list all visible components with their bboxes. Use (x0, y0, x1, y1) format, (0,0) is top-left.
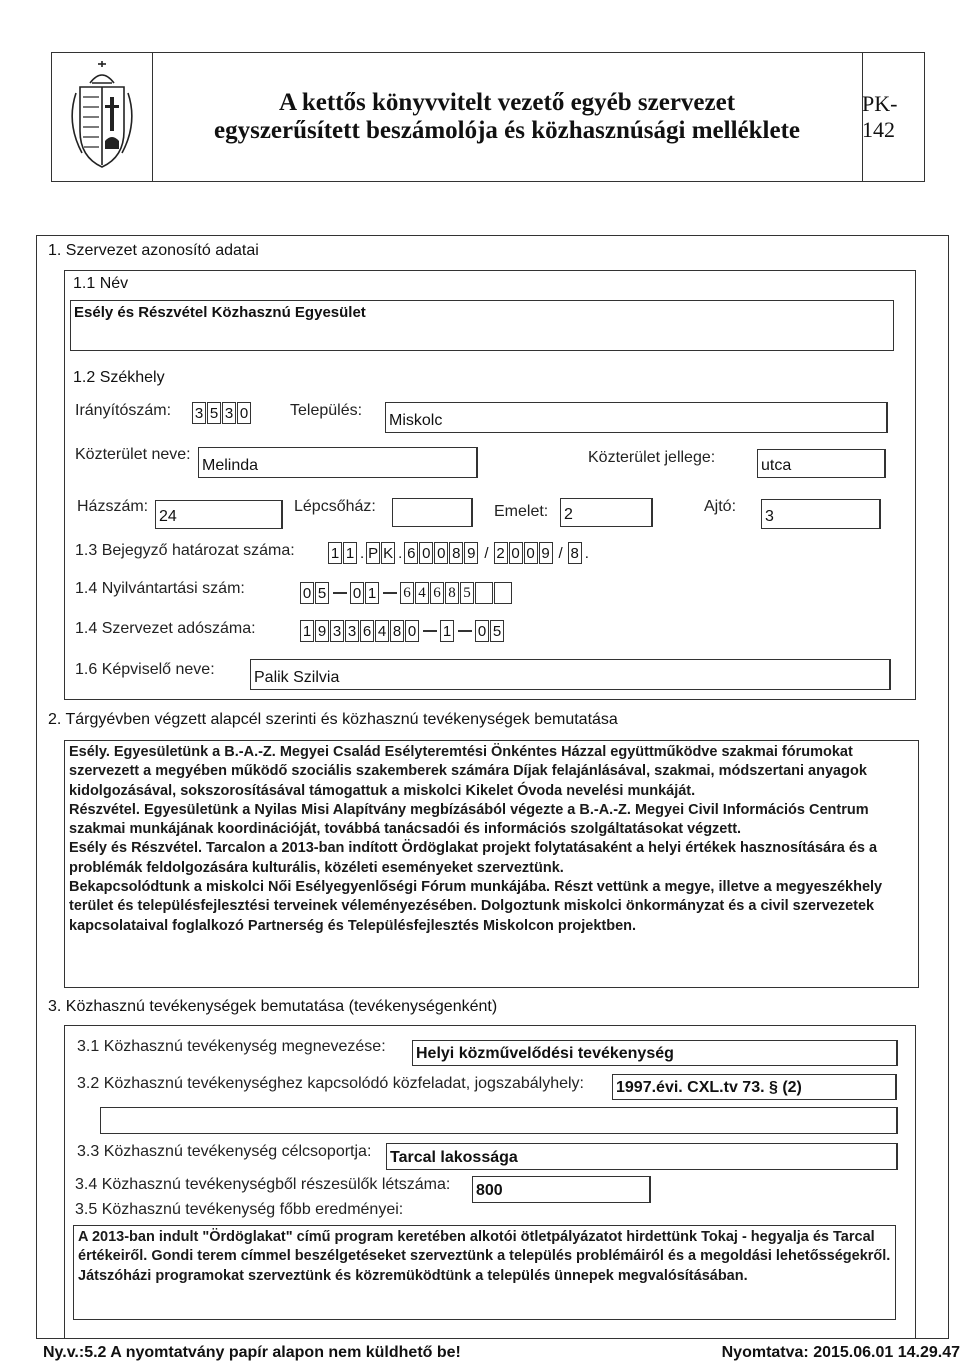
tax-digit[interactable]: 4 (375, 620, 389, 642)
name-label: 1.1 Név (73, 275, 129, 292)
decision-char[interactable]: 0 (434, 542, 448, 564)
zip-label: Irányítószám: (75, 402, 172, 419)
dash-separator (423, 630, 437, 632)
street-field[interactable]: Melinda (198, 447, 478, 478)
dash-separator (383, 592, 397, 594)
form-header (51, 52, 925, 182)
staircase-field[interactable] (392, 498, 473, 527)
decision-char[interactable]: 0 (419, 542, 433, 564)
decision-char[interactable]: 6 (404, 542, 418, 564)
staircase-label: Lépcsőház: (294, 498, 376, 515)
registry-digit[interactable]: 6 (400, 582, 414, 604)
beneficiaries-count-label: 3.4 Közhasznú tevékenységből részesülők létszáma: (75, 1176, 451, 1193)
tax-number-field[interactable] (300, 620, 505, 642)
representative-label: 1.6 Képviselő neve: (75, 661, 215, 678)
separator: . (398, 544, 403, 562)
activities-description-field[interactable]: Esély. Egyesületünk a B.-A.-Z. Megyei Család Esélyteremtési Önkéntes Házzal együttműködve szakmai fórumokat szervezett a megyében működő szociális szakemberek számára Díjak felajánlásával, szakmai, módszertani anyagok kidolgozásával, sokszorosításával támogattuk a miskolci Kikelet Óvoda nevelési munkáját. Részvétel. Egyesületünk a Nyilas Misi Alapítvány megbízásából végezte a B.-A.-Z. Megyei Civil Információs Centrum szakmai munkájának koordinációját, továbbá tanácsadói és információs szolgáltatásokat végzett. Esély és Részvétel. Tarcalon a 2013-ban indított Ördöglakat projekt folytatásaként a helyi értékek hasznosítására és a problémák feldolgozására kulturális, közéleti eseményeket szerveztünk. Bekapcsolódtunk a miskolci Női Esélyegyenlőségi Fórum munkájába. Részt vettünk a megye, illetve a megyeszékhely terület és településfejlesztési terveinek véleményezésében. Dolgoztunk miskolci önkormányzat és a civil szervezetek kapcsolataival foglalkozó Partnerség és Településfejlesztés Miskolcon projektben. (64, 740, 919, 988)
activity-name-field[interactable]: Helyi közművelődési tevékenység (412, 1040, 898, 1066)
decision-char[interactable]: K (381, 542, 395, 564)
tax-digit[interactable]: 3 (330, 620, 344, 642)
city-field[interactable]: Miskolc (385, 402, 888, 433)
registry-digit[interactable]: 0 (300, 582, 314, 604)
section-3-title: 3. Közhasznú tevékenységek bemutatása (tevékenységenként) (48, 998, 498, 1015)
city-label: Település: (290, 402, 363, 419)
public-task-label: 3.2 Közhasznú tevékenységhez kapcsolódó közfeladat, jogszabályhely: (77, 1075, 584, 1092)
decision-char[interactable]: 0 (509, 542, 523, 564)
zip-digit[interactable]: 0 (237, 402, 251, 424)
decision-char[interactable]: 2 (494, 542, 508, 564)
floor-field[interactable]: 2 (560, 498, 653, 527)
registry-digit[interactable]: 4 (415, 582, 429, 604)
decision-char[interactable]: 0 (524, 542, 538, 564)
street-type-label: Közterület jellege: (588, 449, 716, 466)
dash-separator (458, 630, 472, 632)
separator: / (558, 544, 563, 562)
decision-char[interactable]: 8 (449, 542, 463, 564)
title-line-2: egyszerűsített beszámolója és közhasznúsági melléklete (214, 117, 800, 144)
seat-label: 1.2 Székhely (73, 369, 165, 386)
representative-field[interactable]: Palik Szilvia (250, 659, 891, 690)
tax-digit[interactable]: 0 (405, 620, 419, 642)
form-code: PK-142 (862, 91, 898, 142)
tax-digit[interactable]: 1 (300, 620, 314, 642)
decision-char[interactable]: 1 (343, 542, 357, 564)
house-number-label: Házszám: (77, 498, 149, 515)
dash-separator (333, 592, 347, 594)
public-task-field-2[interactable] (100, 1107, 898, 1134)
registry-digit[interactable]: 1 (365, 582, 379, 604)
door-field[interactable]: 3 (761, 499, 881, 529)
target-group-label: 3.3 Közhasznú tevékenység célcsoportja: (77, 1143, 372, 1160)
zip-digit[interactable]: 3 (192, 402, 206, 424)
decision-char[interactable]: 8 (568, 542, 582, 564)
house-number-field[interactable]: 24 (155, 500, 283, 529)
separator: . (584, 544, 589, 562)
results-label: 3.5 Közhasznú tevékenység főbb eredményei: (75, 1201, 404, 1218)
decision-char[interactable]: 1 (328, 542, 342, 564)
registry-digit[interactable]: 5 (315, 582, 329, 604)
section-2-title: 2. Tárgyévben végzett alapcél szerinti és közhasznú tevékenységek bemutatása (48, 711, 618, 728)
zip-field[interactable] (192, 402, 252, 424)
separator: / (484, 544, 489, 562)
door-label: Ajtó: (704, 498, 737, 515)
footer-print-date: Nyomtatva: 2015.06.01 14.29.47 (721, 1344, 960, 1361)
beneficiaries-count-field[interactable]: 800 (472, 1176, 651, 1203)
tax-digit[interactable]: 1 (440, 620, 454, 642)
form-title (152, 53, 863, 181)
activity-name-label: 3.1 Közhasznú tevékenység megnevezése: (77, 1038, 386, 1055)
tax-digit[interactable]: 0 (475, 620, 489, 642)
footer-notice: Ny.v.:5.2 A nyomtatvány papír alapon nem küldhető be! (43, 1344, 461, 1361)
decision-char[interactable]: 9 (464, 542, 478, 564)
tax-digit[interactable]: 3 (345, 620, 359, 642)
tax-number-label: 1.4 Szervezet adószáma: (75, 620, 256, 637)
tax-digit[interactable]: 9 (315, 620, 329, 642)
registration-decision-field[interactable] (328, 542, 591, 564)
registry-digit[interactable]: 5 (460, 582, 474, 604)
coat-of-arms-logo (52, 53, 153, 181)
tax-digit[interactable]: 6 (360, 620, 374, 642)
target-group-field[interactable]: Tarcal lakossága (386, 1143, 898, 1170)
decision-char[interactable]: 9 (539, 542, 553, 564)
results-field[interactable]: A 2013-ban indult "Ördöglakat" című program keretében alkotói ötletpályázatot hirdettünk Tokaj - hegyalja és Tarcal értékeiről. Gondi terem címmel beszélgetéseket szerveztünk a település problémáiról és a megoldási lehetősségekről. Játszóházi programokat szerveztünk és közremüködtünk a település ünnepek megvalósításában. (73, 1225, 896, 1320)
registry-digit[interactable]: 8 (445, 582, 459, 604)
registry-digit[interactable]: 6 (430, 582, 444, 604)
registry-digit[interactable]: 0 (350, 582, 364, 604)
section-1-title: 1. Szervezet azonosító adatai (48, 242, 259, 259)
street-type-field[interactable]: utca (757, 449, 886, 478)
tax-digit[interactable]: 5 (490, 620, 504, 642)
floor-label: Emelet: (494, 503, 549, 520)
registry-digit[interactable] (475, 582, 493, 604)
tax-digit[interactable]: 8 (390, 620, 404, 642)
public-task-field[interactable]: 1997.évi. CXL.tv 73. § (2) (612, 1074, 897, 1100)
separator: . (360, 544, 365, 562)
zip-digit[interactable]: 5 (207, 402, 221, 424)
decision-char[interactable]: P (366, 542, 380, 564)
zip-digit[interactable]: 3 (222, 402, 236, 424)
registry-number-field[interactable] (300, 582, 513, 604)
registry-digit-empty[interactable] (494, 582, 512, 604)
registry-number-label: 1.4 Nyilvántartási szám: (75, 580, 245, 597)
registration-decision-label: 1.3 Bejegyző határozat száma: (75, 542, 295, 559)
name-field[interactable]: Esély és Részvétel Közhasznú Egyesület (70, 300, 894, 351)
title-line-1: A kettős könyvvitelt vezető egyéb szervezet (278, 89, 736, 116)
street-label: Közterület neve: (75, 446, 191, 463)
